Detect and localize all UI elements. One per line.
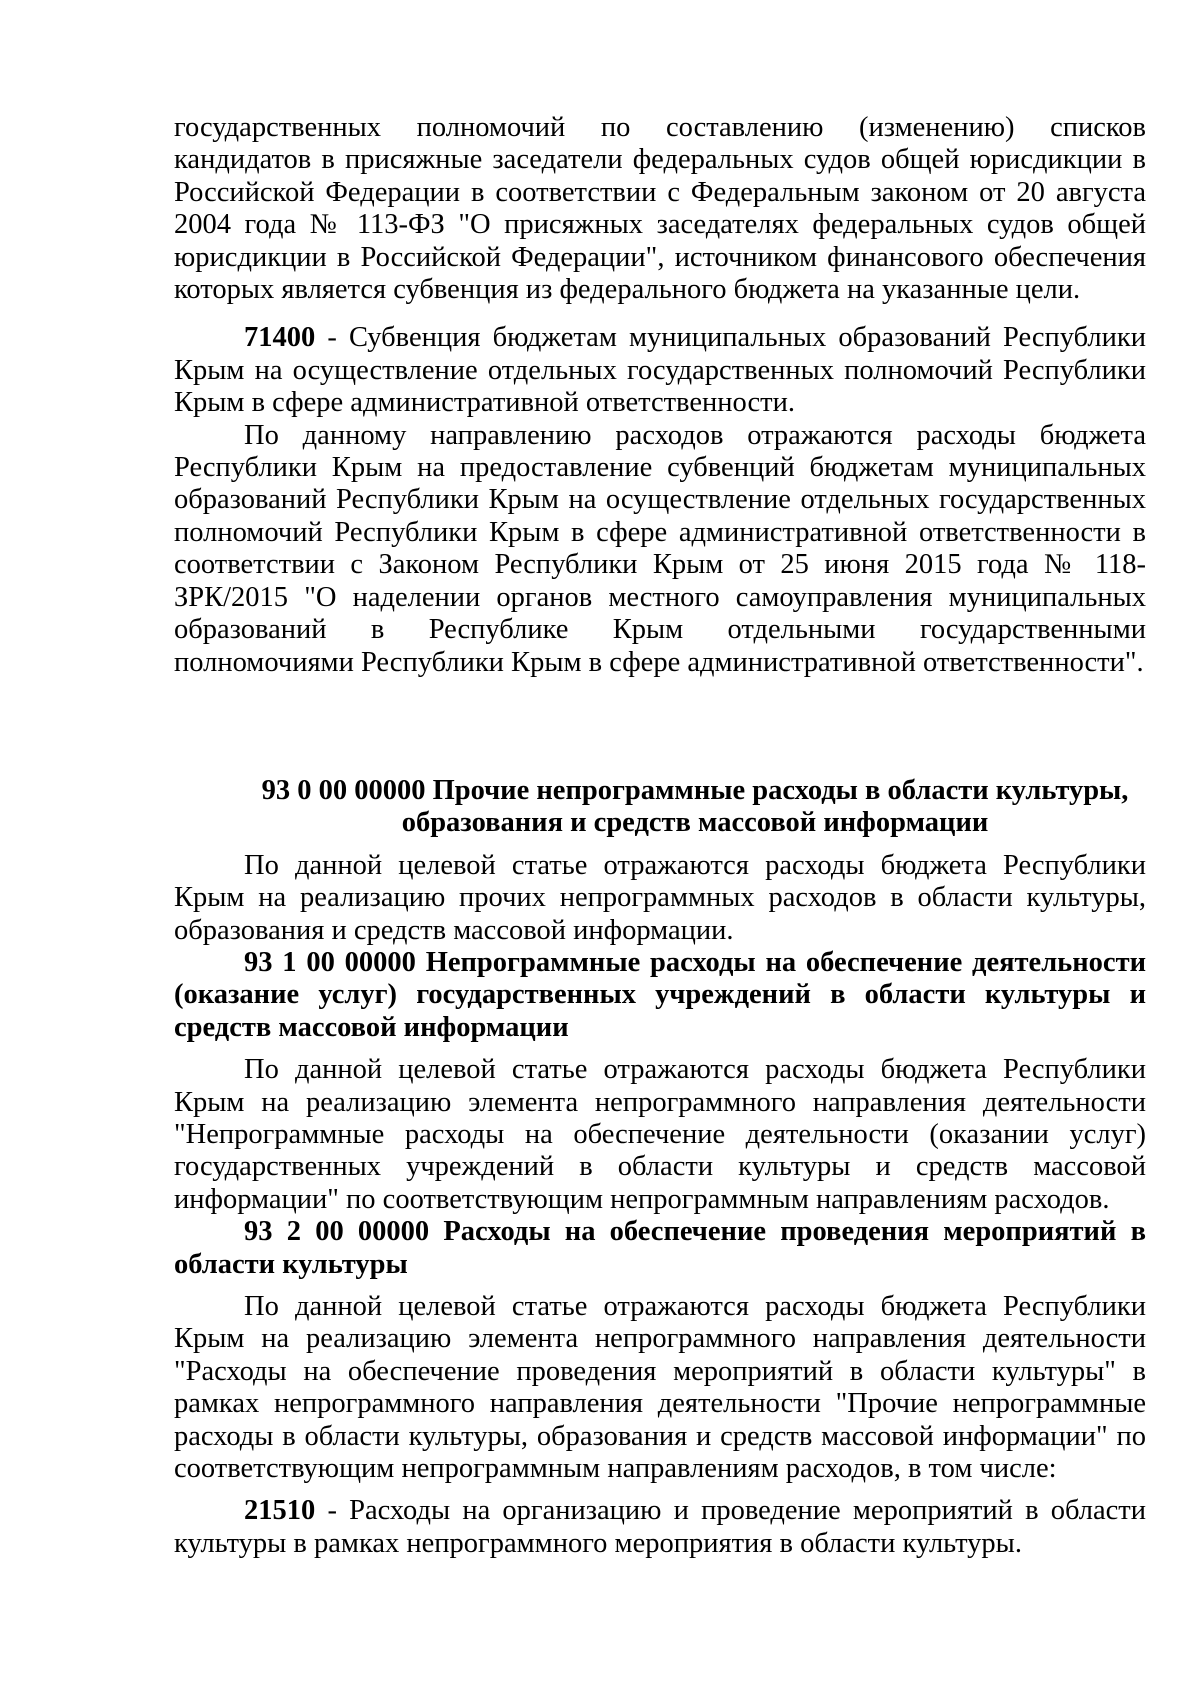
paragraph-93200-description: По данной целевой статье отражаются расходы бюджета Республики Крым на реализацию элемента непрограммного направления деятельности "Расходы на обеспечение проведения мероприятий в области культуры" в рамках непрограммного направления деятельности "Прочие непрограммные расходы в области культуры, образования и средств массовой информации" по соответствующим непрограммным направлениям расходов, в том числе: — [174, 1291, 1146, 1485]
paragraph-continuation: государственных полномочий по составлению (изменению) списков кандидатов в присяжные заседатели федеральных судов общей юрисдикции в Российской Федерации в соответствии с Федеральным законом от 20 августа 2004 года № 113-ФЗ "О присяжных заседателях федеральных судов общей юрисдикции в Российской Федерации", источником финансового обеспечения которых является субвенция из федерального бюджета на указанные цели. — [174, 112, 1146, 306]
document-page — [174, 112, 1146, 1560]
heading-93000 — [174, 775, 1146, 840]
item-code-21510: 21510 — [244, 1495, 316, 1527]
heading-93200: 93 2 00 00000 Расходы на обеспечение проведения мероприятий в области культуры — [174, 1216, 1146, 1280]
paragraph-93100-description: По данной целевой статье отражаются расходы бюджета Республики Крым на реализацию элемента непрограммного направления деятельности "Непрограммные расходы на обеспечение деятельности (оказании услуг) государственных учреждений в области культуры и средств массовой информации" по соответствующим непрограммным направлениям расходов. — [174, 1054, 1146, 1215]
paragraph-71400-description: По данному направлению расходов отражаются расходы бюджета Республики Крым на предоставление субвенций бюджетам муниципальных образований Республики Крым на осуществление отдельных государственных полномочий Республики Крым в сфере административной ответственности в соответствии с Законом Республики Крым от 25 июня 2015 года № 118-ЗРК/2015 "О наделении органов местного самоуправления муниципальных образований в Республике Крым отдельными государственными полномочиями Республики Крым в сфере административной ответственности". — [174, 419, 1146, 678]
item-text-71400: - Субвенция бюджетам муниципальных образований Республики Крым на осуществление отдельных государственных полномочий Республики Крым в сфере административной ответственности. — [174, 322, 1146, 419]
item-21510 — [174, 1495, 1146, 1560]
heading-93000-line2: образования и средств массовой информации — [401, 807, 989, 839]
paragraph-93000-description: По данной целевой статье отражаются расходы бюджета Республики Крым на реализацию прочих непрограммных расходов в области культуры, образования и средств массовой информации. — [174, 849, 1146, 946]
item-text-21510: - Расходы на организацию и проведение мероприятий в области культуры в рамках непрограммного мероприятия в области культуры. — [174, 1495, 1146, 1559]
heading-93000-line1: 93 0 00 00000 Прочие непрограммные расходы в области культуры, — [261, 774, 1129, 806]
item-code-71400: 71400 — [244, 322, 316, 354]
item-71400 — [174, 322, 1146, 419]
heading-93100: 93 1 00 00000 Непрограммные расходы на обеспечение деятельности (оказание услуг) государственных учреждений в области культуры и средств массовой информации — [174, 946, 1146, 1043]
